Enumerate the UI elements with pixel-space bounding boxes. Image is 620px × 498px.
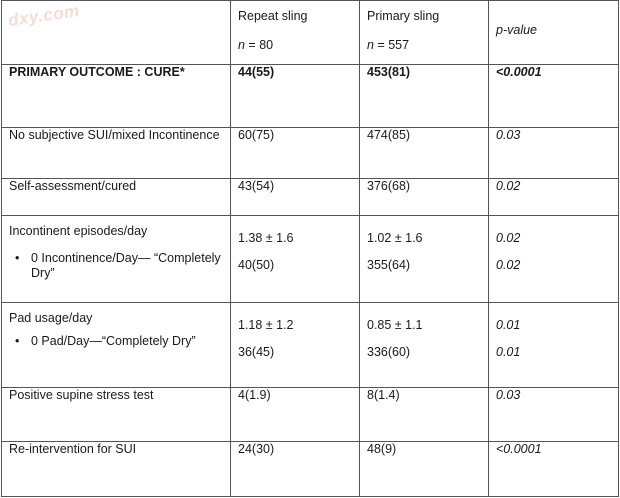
table-row-reintervention	[2, 442, 619, 497]
sub-label: 0 Incontinence/Day— “Completely Dry”	[31, 251, 221, 280]
outcomes-table	[1, 0, 619, 497]
p-value: 0.02	[496, 231, 521, 245]
bullet-icon: •	[15, 251, 20, 265]
p-sub-value: 0.01	[496, 345, 521, 359]
p-value: <0.0001	[489, 65, 619, 128]
primary-sub-value: 336(60)	[367, 345, 411, 359]
row-label-cell	[2, 303, 231, 388]
repeat-sling-label: Repeat sling	[238, 9, 308, 23]
table-row-supine-stress-test	[2, 388, 619, 442]
repeat-sub-value: 36(45)	[238, 345, 275, 359]
repeat-values	[231, 216, 360, 303]
primary-value: 8(1.4)	[360, 388, 489, 442]
header-repeat-sling	[231, 1, 360, 65]
watermark: dxy.com	[6, 1, 81, 30]
repeat-value: 43(54)	[231, 179, 360, 216]
repeat-value: 60(75)	[231, 128, 360, 179]
primary-value: 48(9)	[360, 442, 489, 497]
p-value: <0.0001	[489, 442, 619, 497]
p-sub-value: 0.02	[496, 258, 521, 272]
repeat-value: 24(30)	[231, 442, 360, 497]
sub-item	[9, 334, 223, 349]
p-values	[489, 216, 619, 303]
primary-sling-label: Primary sling	[367, 9, 440, 23]
table-row-no-sui	[2, 128, 619, 179]
repeat-sling-n: n = 80	[238, 38, 274, 52]
table-row-incontinent-episodes	[2, 216, 619, 303]
primary-value: 453(81)	[360, 65, 489, 128]
p-value: 0.01	[496, 318, 521, 332]
p-values	[489, 303, 619, 388]
header-empty-cell	[2, 1, 231, 65]
primary-value: 376(68)	[360, 179, 489, 216]
repeat-sub-value: 40(50)	[238, 258, 275, 272]
row-label: Positive supine stress test	[2, 388, 231, 442]
repeat-value: 4(1.9)	[231, 388, 360, 442]
row-label: PRIMARY OUTCOME : CURE*	[2, 65, 231, 128]
primary-sub-value: 355(64)	[367, 258, 411, 272]
sub-item	[9, 251, 223, 281]
primary-value: 1.02 ± 1.6	[367, 231, 423, 245]
bullet-icon: •	[15, 334, 20, 348]
table-row-primary-outcome	[2, 65, 619, 128]
primary-values	[360, 303, 489, 388]
repeat-values	[231, 303, 360, 388]
row-label: Pad usage/day	[9, 311, 93, 325]
row-label: No subjective SUI/mixed Incontinence	[2, 128, 231, 179]
primary-value: 0.85 ± 1.1	[367, 318, 423, 332]
primary-value: 474(85)	[360, 128, 489, 179]
primary-values	[360, 216, 489, 303]
row-label: Re-intervention for SUI	[2, 442, 231, 497]
p-value: 0.03	[489, 388, 619, 442]
p-value: 0.02	[489, 179, 619, 216]
header-row	[2, 1, 619, 65]
repeat-value: 1.18 ± 1.2	[238, 318, 294, 332]
repeat-value: 44(55)	[231, 65, 360, 128]
row-label: Self-assessment/cured	[2, 179, 231, 216]
repeat-value: 1.38 ± 1.6	[238, 231, 294, 245]
table-row-self-assessment	[2, 179, 619, 216]
header-pvalue	[489, 1, 619, 65]
header-primary-sling	[360, 1, 489, 65]
sub-label: 0 Pad/Day—“Completely Dry”	[31, 334, 196, 348]
row-label: Incontinent episodes/day	[9, 224, 148, 238]
primary-sling-n: n = 557	[367, 38, 410, 52]
table-row-pad-usage	[2, 303, 619, 388]
pvalue-label: p-value	[496, 23, 537, 37]
row-label-cell	[2, 216, 231, 303]
p-value: 0.03	[489, 128, 619, 179]
